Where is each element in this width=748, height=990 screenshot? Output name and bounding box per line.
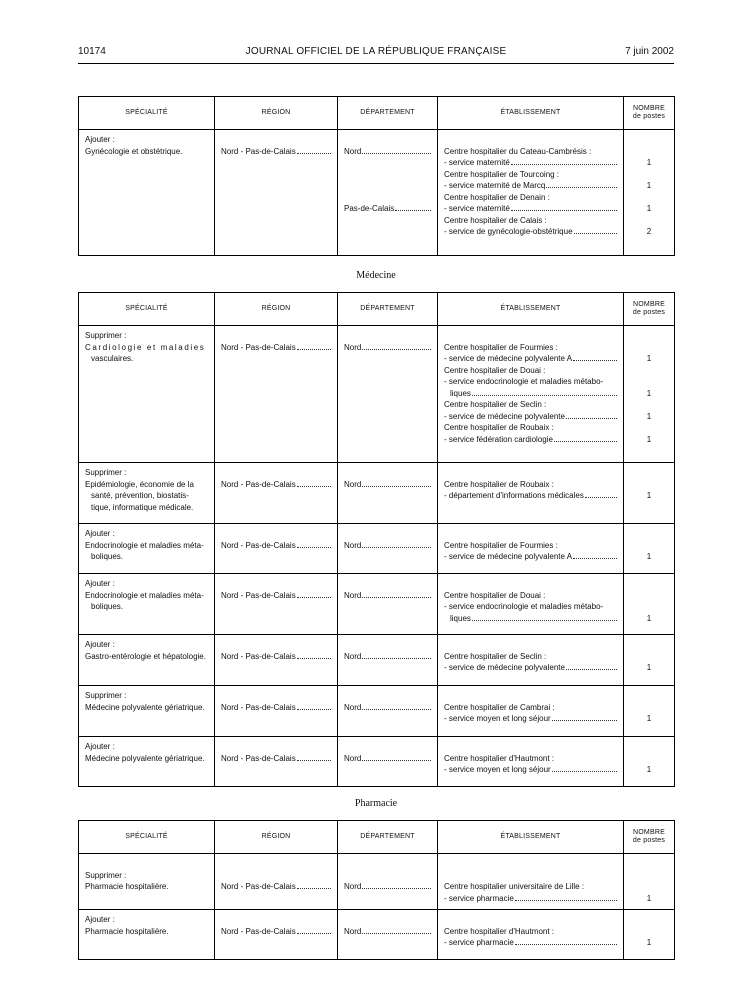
- departement-text: Nord: [344, 753, 431, 765]
- region-text: Nord - Pas-de-Calais: [221, 342, 331, 354]
- departement-text: Nord: [344, 926, 431, 938]
- action-label: Ajouter :: [85, 915, 115, 924]
- region-text: Nord - Pas-de-Calais: [221, 926, 331, 938]
- cell-region: [215, 686, 338, 737]
- col-nombre: [624, 821, 675, 854]
- col-nombre: [624, 97, 675, 130]
- col-specialite: SPÉCIALITÉ: [79, 293, 215, 326]
- col-etablissement: ÉTABLISSEMENT: [438, 97, 624, 130]
- action-label: Ajouter :: [85, 640, 115, 649]
- table-header-row: [79, 821, 675, 854]
- etablissement-name: Centre hospitalier de Douai :: [444, 365, 546, 375]
- etablissement-name: Centre hospitalier de Roubaix :: [444, 479, 554, 489]
- specialite-text: Cardiologie et maladies: [85, 342, 206, 352]
- cell-departement: [338, 737, 438, 787]
- postes-value: 1: [646, 354, 652, 363]
- table-pharmacie: [78, 820, 675, 960]
- cell-region: [215, 910, 338, 960]
- cell-specialite: [79, 686, 215, 737]
- cell-departement: [338, 635, 438, 686]
- etablissement-name: Centre hospitalier de Tourcoing :: [444, 169, 560, 179]
- cell-postes: [624, 574, 675, 635]
- action-label: Supprimer :: [85, 691, 127, 700]
- table-row: [79, 737, 675, 787]
- cell-region: [215, 854, 338, 910]
- cell-region: [215, 524, 338, 574]
- page-header: [78, 44, 674, 62]
- col-region: RÉGION: [215, 97, 338, 130]
- region-text: Nord - Pas-de-Calais: [221, 702, 331, 714]
- cell-etablissement: [438, 326, 624, 463]
- postes-value: 1: [646, 491, 652, 500]
- cell-departement: [338, 574, 438, 635]
- col-specialite: SPÉCIALITÉ: [79, 821, 215, 854]
- region-text: Nord - Pas-de-Calais: [221, 881, 331, 893]
- cell-postes: [624, 910, 675, 960]
- cell-departement: [338, 854, 438, 910]
- departement-text: Nord: [344, 881, 431, 893]
- cell-postes: [624, 463, 675, 524]
- cell-departement: [338, 524, 438, 574]
- specialite-text: Endocrinologie et maladies méta-: [85, 540, 204, 550]
- table-row: [79, 910, 675, 960]
- departement-text: Nord: [344, 479, 431, 491]
- cell-region: [215, 130, 338, 256]
- cell-region: [215, 737, 338, 787]
- cell-etablissement: [438, 635, 624, 686]
- cell-postes: [624, 635, 675, 686]
- postes-value: 1: [646, 158, 652, 167]
- postes-value: 1: [646, 434, 652, 444]
- etablissement-name: Centre hospitalier de Denain :: [444, 192, 550, 202]
- table-header-row: [79, 293, 675, 326]
- cell-etablissement: [438, 524, 624, 574]
- specialite-text: tique, informatique médicale.: [91, 502, 194, 512]
- table-gynecologie: [78, 96, 675, 256]
- cell-postes: [624, 686, 675, 737]
- cell-etablissement: [438, 854, 624, 910]
- postes-value: 1: [646, 765, 652, 774]
- action-label: Ajouter :: [85, 579, 115, 588]
- etablissement-name: Centre hospitalier de Seclin :: [444, 400, 547, 409]
- journal-title: JOURNAL OFFICIEL DE LA RÉPUBLIQUE FRANÇAISE: [245, 46, 507, 57]
- table-row: [79, 574, 675, 635]
- specialite-text: Endocrinologie et maladies méta-: [85, 590, 204, 600]
- postes-value: 1: [646, 204, 652, 213]
- cell-etablissement: [438, 130, 624, 256]
- cell-departement: [338, 130, 438, 256]
- cell-postes: [624, 326, 675, 463]
- cell-specialite: [79, 130, 215, 256]
- col-departement: DÉPARTEMENT: [338, 97, 438, 130]
- col-etablissement: ÉTABLISSEMENT: [438, 821, 624, 854]
- table-row: [79, 686, 675, 737]
- service-text: - service pharmacie: [444, 937, 617, 949]
- col-nombre-line1: NOMBRE: [633, 301, 665, 308]
- specialite-text: boliques.: [91, 552, 124, 561]
- service-text: liques: [444, 613, 617, 625]
- specialite-text: Pharmacie hospitalière.: [85, 926, 169, 936]
- etablissement-name: Centre hospitalier de Cambrai :: [444, 702, 555, 712]
- cell-etablissement: [438, 463, 624, 524]
- postes-value: 1: [646, 938, 652, 947]
- service-text: - service maternité: [444, 203, 617, 215]
- specialite-text: Pharmacie hospitalière.: [85, 882, 169, 891]
- postes-value: 1: [646, 613, 652, 623]
- service-text: - service pharmacie: [444, 893, 617, 905]
- table-row: [79, 130, 675, 256]
- region-text: Nord - Pas-de-Calais: [221, 146, 331, 158]
- cell-etablissement: [438, 686, 624, 737]
- cell-specialite: [79, 635, 215, 686]
- postes-value: 1: [646, 552, 652, 561]
- region-text: Nord - Pas-de-Calais: [221, 753, 331, 765]
- service-text: - service de médecine polyvalente: [444, 662, 617, 674]
- cell-specialite: [79, 737, 215, 787]
- cell-etablissement: [438, 574, 624, 635]
- table-row: [79, 524, 675, 574]
- service-text: - service maternité de Marcq: [444, 180, 617, 192]
- service-text: - service de gynécologie-obstétrique: [444, 226, 617, 238]
- service-text: - service endocrinologie et maladies métabo-: [444, 377, 604, 386]
- specialite-text: Gynécologie et obstétrique.: [85, 146, 183, 156]
- cell-departement: [338, 910, 438, 960]
- cell-postes: [624, 854, 675, 910]
- cell-specialite: [79, 910, 215, 960]
- etablissement-name: Centre hospitalier de Roubaix :: [444, 423, 554, 432]
- page-number: 10174: [78, 46, 106, 57]
- postes-value: 1: [646, 663, 652, 672]
- cell-departement: [338, 326, 438, 463]
- publication-date: 7 juin 2002: [625, 46, 674, 57]
- table-row: [79, 854, 675, 910]
- specialite-text: boliques.: [91, 602, 124, 611]
- specialite-text: Médecine polyvalente gériatrique.: [85, 702, 205, 712]
- specialite-text: santé, prévention, biostatis-: [91, 491, 189, 500]
- table-medecine: [78, 292, 675, 787]
- service-text: liques: [444, 388, 617, 400]
- col-nombre-line2: de postes: [632, 309, 666, 316]
- cell-postes: [624, 524, 675, 574]
- col-region: RÉGION: [215, 821, 338, 854]
- service-text: - département d'informations médicales: [444, 490, 617, 502]
- cell-region: [215, 326, 338, 463]
- table-row: [79, 326, 675, 463]
- col-nombre-line1: NOMBRE: [633, 829, 665, 836]
- etablissement-name: Centre hospitalier de Seclin :: [444, 651, 547, 661]
- cell-specialite: [79, 854, 215, 910]
- service-text: - service de médecine polyvalente A: [444, 551, 617, 563]
- region-text: Nord - Pas-de-Calais: [221, 540, 331, 552]
- action-label: Ajouter :: [85, 135, 115, 144]
- etablissement-name: Centre hospitalier de Douai :: [444, 590, 546, 600]
- etablissement-name: Centre hospitalier de Fourmies :: [444, 342, 558, 352]
- section-title-pharmacie: Pharmacie: [354, 798, 398, 809]
- postes-value: 1: [646, 181, 652, 190]
- cell-specialite: [79, 326, 215, 463]
- action-label: Ajouter :: [85, 742, 115, 751]
- service-text: - service maternité: [444, 157, 617, 169]
- region-text: Nord - Pas-de-Calais: [221, 590, 331, 602]
- postes-value: 1: [646, 388, 652, 398]
- region-text: Nord - Pas-de-Calais: [221, 651, 331, 663]
- col-nombre: [624, 293, 675, 326]
- departement-text: Nord: [344, 702, 431, 714]
- cell-postes: [624, 737, 675, 787]
- service-text: - service moyen et long séjour: [444, 764, 617, 776]
- etablissement-name: Centre hospitalier d'Hautmont :: [444, 753, 555, 763]
- cell-region: [215, 635, 338, 686]
- etablissement-name: Centre hospitalier de Calais :: [444, 215, 547, 225]
- cell-region: [215, 463, 338, 524]
- action-label: Ajouter :: [85, 529, 115, 538]
- col-region: RÉGION: [215, 293, 338, 326]
- postes-value: 1: [646, 411, 652, 421]
- etablissement-name: Centre hospitalier de Fourmies :: [444, 540, 558, 550]
- cell-specialite: [79, 574, 215, 635]
- col-specialite: SPÉCIALITÉ: [79, 97, 215, 130]
- departement-text: Nord: [344, 540, 431, 552]
- service-text: - service fédération cardiologie: [444, 434, 617, 446]
- cell-etablissement: [438, 910, 624, 960]
- col-nombre-line2: de postes: [632, 837, 666, 844]
- region-text: Nord - Pas-de-Calais: [221, 479, 331, 491]
- table-row: [79, 635, 675, 686]
- section-title-medecine: Médecine: [356, 270, 396, 281]
- service-text: - service de médecine polyvalente: [444, 411, 617, 423]
- postes-value: 2: [646, 227, 652, 236]
- etablissement-name: Centre hospitalier d'Hautmont :: [444, 926, 555, 936]
- action-label: Supprimer :: [85, 870, 127, 880]
- cell-specialite: [79, 463, 215, 524]
- cell-specialite: [79, 524, 215, 574]
- departement-text: Nord: [344, 651, 431, 663]
- etablissement-name: Centre hospitalier universitaire de Lille :: [444, 882, 585, 891]
- col-nombre-line2: de postes: [632, 113, 666, 120]
- col-nombre-line1: NOMBRE: [633, 105, 665, 112]
- specialite-text: Epidémiologie, économie de la: [85, 479, 194, 489]
- specialite-text: Gastro-entérologie et hépatologie.: [85, 651, 206, 661]
- table-row: [79, 463, 675, 524]
- cell-region: [215, 574, 338, 635]
- action-label: Supprimer :: [85, 468, 127, 477]
- postes-value: 1: [646, 893, 652, 903]
- col-departement: DÉPARTEMENT: [338, 293, 438, 326]
- specialite-text: Médecine polyvalente gériatrique.: [85, 753, 205, 763]
- cell-departement: [338, 686, 438, 737]
- specialite-text: vasculaires.: [91, 354, 134, 363]
- col-etablissement: ÉTABLISSEMENT: [438, 293, 624, 326]
- action-label: Supprimer :: [85, 331, 127, 340]
- cell-departement: [338, 463, 438, 524]
- col-departement: DÉPARTEMENT: [338, 821, 438, 854]
- etablissement-name: Centre hospitalier du Cateau-Cambrésis :: [444, 146, 592, 156]
- service-text: - service de médecine polyvalente A: [444, 353, 617, 365]
- service-text: - service moyen et long séjour: [444, 713, 617, 725]
- header-rule: [78, 63, 674, 64]
- cell-etablissement: [438, 737, 624, 787]
- departement-text: Nord: [344, 590, 431, 602]
- service-text: - service endocrinologie et maladies métabo-: [444, 602, 604, 611]
- departement-text: Pas-de-Calais: [344, 203, 431, 215]
- cell-postes: [624, 130, 675, 256]
- postes-value: 1: [646, 714, 652, 723]
- departement-text: Nord: [344, 146, 431, 158]
- table-header-row: [79, 97, 675, 130]
- departement-text: Nord: [344, 342, 431, 354]
